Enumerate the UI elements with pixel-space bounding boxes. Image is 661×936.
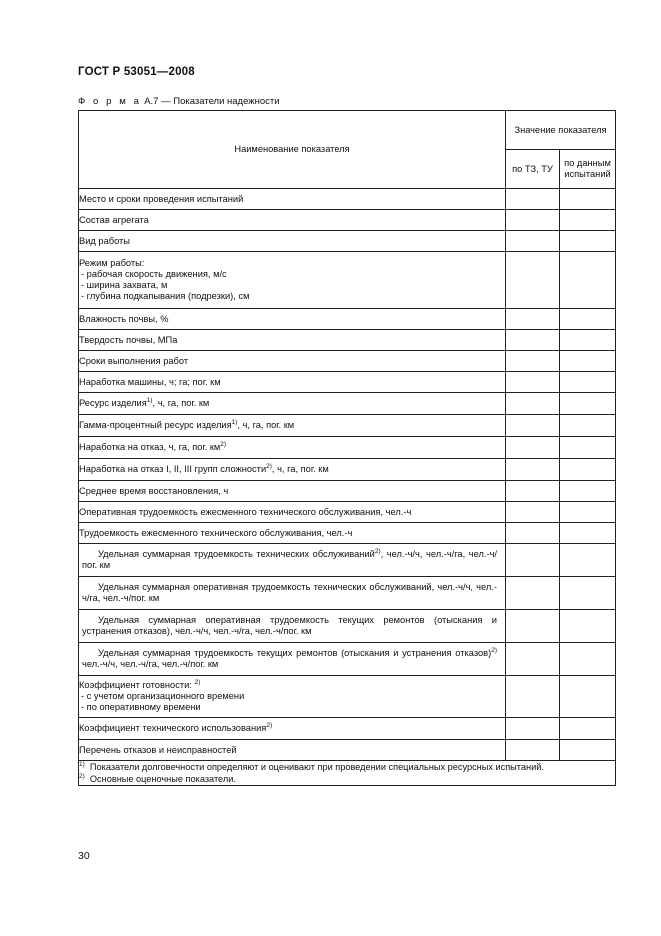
- footnotes: [79, 761, 616, 786]
- row-label: [79, 459, 506, 481]
- col-header-tz: по ТЗ, ТУ: [506, 150, 560, 189]
- cell-test[interactable]: [560, 330, 616, 351]
- table-row: [79, 610, 616, 643]
- cell-test[interactable]: [560, 523, 616, 544]
- row-item: - рабочая скорость движения, м/с: [81, 269, 227, 279]
- footnote-text: Основные оценочные показатели.: [89, 774, 236, 784]
- row-label: Среднее время восстановления, ч: [79, 481, 506, 502]
- row-text: , ч, га, пог. км: [237, 420, 295, 430]
- row-text: Удельная суммарная трудоемкость технических обслуживаний: [98, 549, 375, 559]
- footnote-ref: 2): [194, 679, 201, 686]
- row-label: Удельная суммарная оперативная трудоемкость текущих ремонтов (отыскания и устранения отказов), чел.-ч/ч, чел.-ч/га, чел.-ч/пог. км: [79, 610, 506, 643]
- row-label: Место и сроки проведения испытаний: [79, 189, 506, 210]
- row-text: Удельная суммарная трудоемкость текущих ремонтов (отыскания и устранения отказов): [98, 648, 492, 658]
- cell-tz[interactable]: [506, 372, 560, 393]
- cell-tz[interactable]: [506, 252, 560, 309]
- table-row: [79, 189, 616, 210]
- row-label: Влажность почвы, %: [79, 309, 506, 330]
- table-row: [79, 210, 616, 231]
- page-number: 30: [78, 850, 90, 862]
- row-text: Коэффициент технического использования: [79, 723, 267, 733]
- cell-test[interactable]: [560, 718, 616, 740]
- cell-test[interactable]: [560, 309, 616, 330]
- table-row: [79, 577, 616, 610]
- row-text: Наработка на отказ, ч, га, пог. км: [79, 442, 221, 452]
- cell-tz[interactable]: [506, 231, 560, 252]
- cell-tz[interactable]: [506, 676, 560, 718]
- row-label: Состав агрегата: [79, 210, 506, 231]
- cell-test[interactable]: [560, 252, 616, 309]
- table-row: [79, 252, 616, 309]
- row-label: [79, 544, 506, 577]
- table-row: [79, 351, 616, 372]
- cell-tz[interactable]: [506, 459, 560, 481]
- col-header-test: по данным испытаний: [560, 150, 616, 189]
- footnote-2: [79, 773, 615, 785]
- cell-tz[interactable]: [506, 544, 560, 577]
- standard-header: ГОСТ Р 53051—2008: [78, 66, 195, 78]
- cell-test[interactable]: [560, 481, 616, 502]
- row-item: - по оперативному времени: [81, 702, 201, 712]
- cell-test[interactable]: [560, 351, 616, 372]
- row-text: , чел.-ч/ч, чел.-ч/га, чел.-ч/пог. км: [82, 549, 498, 570]
- table-row: [79, 502, 616, 523]
- cell-test[interactable]: [560, 740, 616, 761]
- row-label: Трудоемкость ежесменного технического обслуживания, чел.-ч: [79, 523, 506, 544]
- footnote-ref: 2): [266, 463, 272, 470]
- cell-tz[interactable]: [506, 330, 560, 351]
- cell-test[interactable]: [560, 610, 616, 643]
- footnotes-row: [79, 761, 616, 786]
- cell-test[interactable]: [560, 372, 616, 393]
- footnote-ref: 2): [374, 548, 381, 555]
- cell-tz[interactable]: [506, 393, 560, 415]
- table-row: [79, 740, 616, 761]
- table-row: [79, 643, 616, 676]
- cell-tz[interactable]: [506, 718, 560, 740]
- row-label: [79, 676, 506, 718]
- cell-tz[interactable]: [506, 523, 560, 544]
- footnote-ref: 2): [220, 441, 227, 448]
- row-text: , ч, га, пог. км: [152, 398, 210, 408]
- footnote-ref: 2): [266, 722, 273, 729]
- row-label: Удельная суммарная оперативная трудоемкость технических обслуживаний, чел.-ч/ч, чел.-ч/га, чел.-ч/пог. км: [79, 577, 506, 610]
- cell-tz[interactable]: [506, 415, 560, 437]
- col-header-value: Значение показателя: [506, 111, 616, 150]
- cell-test[interactable]: [560, 459, 616, 481]
- row-label: [79, 252, 506, 309]
- cell-tz[interactable]: [506, 309, 560, 330]
- cell-test[interactable]: [560, 544, 616, 577]
- table-row: [79, 718, 616, 740]
- col-header-name: Наименование показателя: [79, 111, 506, 189]
- cell-tz[interactable]: [506, 610, 560, 643]
- row-label: Наработка машины, ч; га; пог. км: [79, 372, 506, 393]
- table-row: [79, 459, 616, 481]
- form-caption-title: А.7 — Показатели надежности: [144, 96, 280, 107]
- header-row: [79, 111, 616, 150]
- cell-test[interactable]: [560, 393, 616, 415]
- cell-tz[interactable]: [506, 643, 560, 676]
- row-item: - с учетом организационного времени: [81, 691, 245, 701]
- footnote-mark: 2): [79, 773, 85, 780]
- table-row: [79, 437, 616, 459]
- cell-test[interactable]: [560, 415, 616, 437]
- cell-test[interactable]: [560, 577, 616, 610]
- row-label: [79, 643, 506, 676]
- row-item: - ширина захвата, м: [81, 280, 168, 290]
- table-row: [79, 415, 616, 437]
- form-caption: [78, 96, 280, 107]
- table-row: [79, 523, 616, 544]
- footnote-1: [79, 761, 615, 773]
- footnote-text: Показатели долговечности определяют и оценивают при проведении специальных ресурсных испытаний.: [89, 762, 544, 772]
- table-row: [79, 676, 616, 718]
- footnote-ref: 1): [231, 419, 238, 426]
- table-row: [79, 544, 616, 577]
- row-label: Сроки выполнения работ: [79, 351, 506, 372]
- row-text: , ч, га, пог. км: [271, 464, 329, 474]
- row-text: Наработка на отказ I, II, III групп сложности: [79, 464, 267, 474]
- cell-tz[interactable]: [506, 437, 560, 459]
- row-label: [79, 718, 506, 740]
- table-row: [79, 231, 616, 252]
- footnote-ref: 2): [491, 647, 497, 654]
- cell-test[interactable]: [560, 502, 616, 523]
- cell-test[interactable]: [560, 231, 616, 252]
- footnote-mark: 1): [79, 761, 85, 768]
- cell-tz[interactable]: [506, 351, 560, 372]
- row-text: чел.-ч/ч, чел.-ч/га, чел.-ч/пог. км: [82, 659, 219, 669]
- cell-test[interactable]: [560, 210, 616, 231]
- form-caption-label: Ф о р м а: [78, 96, 142, 107]
- row-item: - глубина подкапывания (подрезки), см: [81, 291, 250, 301]
- row-label: Твердость почвы, МПа: [79, 330, 506, 351]
- cell-tz[interactable]: [506, 740, 560, 761]
- table-row: [79, 372, 616, 393]
- row-label: [79, 415, 506, 437]
- cell-test[interactable]: [560, 189, 616, 210]
- table-row: [79, 393, 616, 415]
- row-text: Коэффициент готовности:: [79, 680, 192, 690]
- cell-tz[interactable]: [506, 502, 560, 523]
- row-text: Ресурс изделия: [79, 398, 147, 408]
- cell-test[interactable]: [560, 676, 616, 718]
- row-title: Режим работы:: [79, 258, 145, 268]
- table-row: [79, 481, 616, 502]
- row-label: Оперативная трудоемкость ежесменного технического обслуживания, чел.-ч: [79, 502, 506, 523]
- row-label: [79, 393, 506, 415]
- row-label: [79, 437, 506, 459]
- row-label: Перечень отказов и неисправностей: [79, 740, 506, 761]
- row-title: [79, 680, 505, 691]
- cell-test[interactable]: [560, 643, 616, 676]
- row-label: Вид работы: [79, 231, 506, 252]
- table-row: [79, 330, 616, 351]
- reliability-table: [78, 110, 616, 786]
- cell-test[interactable]: [560, 437, 616, 459]
- cell-tz[interactable]: [506, 481, 560, 502]
- cell-tz[interactable]: [506, 210, 560, 231]
- row-text: Гамма-процентный ресурс изделия: [79, 420, 232, 430]
- footnote-ref: 1): [146, 397, 153, 404]
- cell-tz[interactable]: [506, 189, 560, 210]
- cell-tz[interactable]: [506, 577, 560, 610]
- table-row: [79, 309, 616, 330]
